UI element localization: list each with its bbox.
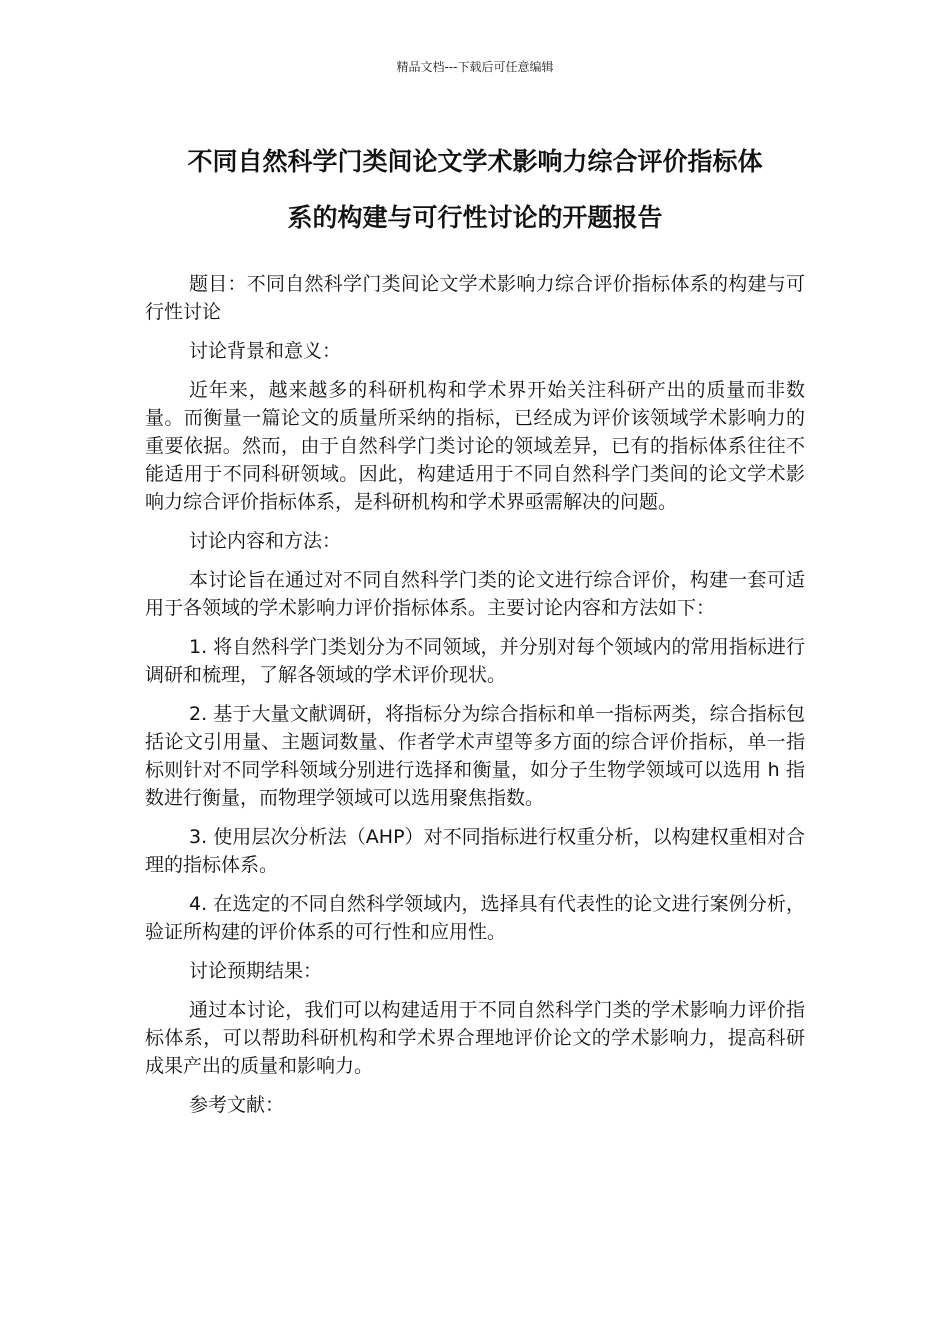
method-item-2: 2. 基于大量文献调研，将指标分为综合指标和单一指标两类，综合指标包括论文引用量、主题词数量、作者学术声望等多方面的综合评价指标，单一指标则针对不同学科领域分别进行选择和衡量，如分子生物学领域可以选用 h 指数进行衡量，而物理学领域可以选用聚焦指数。: [145, 703, 805, 809]
methods-intro-paragraph: 本讨论旨在通过对不同自然科学门类的论文进行综合评价，构建一套可适用于各领域的学术影响力评价指标体系。主要讨论内容和方法如下：: [145, 569, 805, 619]
document-title: [120, 134, 830, 246]
section-heading-methods: 讨论内容和方法：: [189, 530, 342, 552]
header-note: 精品文档---下载后可任意编辑: [396, 60, 554, 74]
method-item-1: 1. 将自然科学门类划分为不同领域，并分别对每个领域内的常用指标进行调研和梳理，了解各领域的学术评价现状。: [145, 636, 805, 686]
method-item-3: 3. 使用层次分析法（AHP）对不同指标进行权重分析，以构建权重相对合理的指标体系。: [145, 826, 805, 876]
title-line-2: 系的构建与可行性讨论的开题报告: [287, 203, 663, 232]
title-line-1: 不同自然科学门类间论文学术影响力综合评价指标体: [187, 147, 763, 176]
section-heading-references: 参考文献：: [189, 1094, 285, 1116]
method-item-4: 4. 在选定的不同自然科学领域内，选择具有代表性的论文进行案例分析，验证所构建的评价体系的可行性和应用性。: [145, 893, 805, 943]
section-heading-results: 讨论预期结果：: [189, 960, 323, 982]
background-paragraph: 近年来，越来越多的科研机构和学术界开始关注科研产出的质量而非数量。而衡量一篇论文的质量所采纳的指标，已经成为评价该领域学术影响力的重要依据。然而，由于自然科学门类讨论的领域差异，已有的指标体系往往不能适用于不同科研领域。因此，构建适用于不同自然科学门类间的论文学术影响力综合评价指标体系，是科研机构和学术界亟需解决的问题。: [145, 379, 805, 513]
section-heading-background: 讨论背景和意义：: [189, 340, 342, 362]
document-body: [145, 270, 805, 1130]
topic-paragraph: 题目：不同自然科学门类间论文学术影响力综合评价指标体系的构建与可行性讨论: [145, 273, 805, 323]
results-paragraph: 通过本讨论，我们可以构建适用于不同自然科学门类的学术影响力评价指标体系，可以帮助科研机构和学术界合理地评价论文的学术影响力，提高科研成果产出的质量和影响力。: [145, 999, 805, 1077]
